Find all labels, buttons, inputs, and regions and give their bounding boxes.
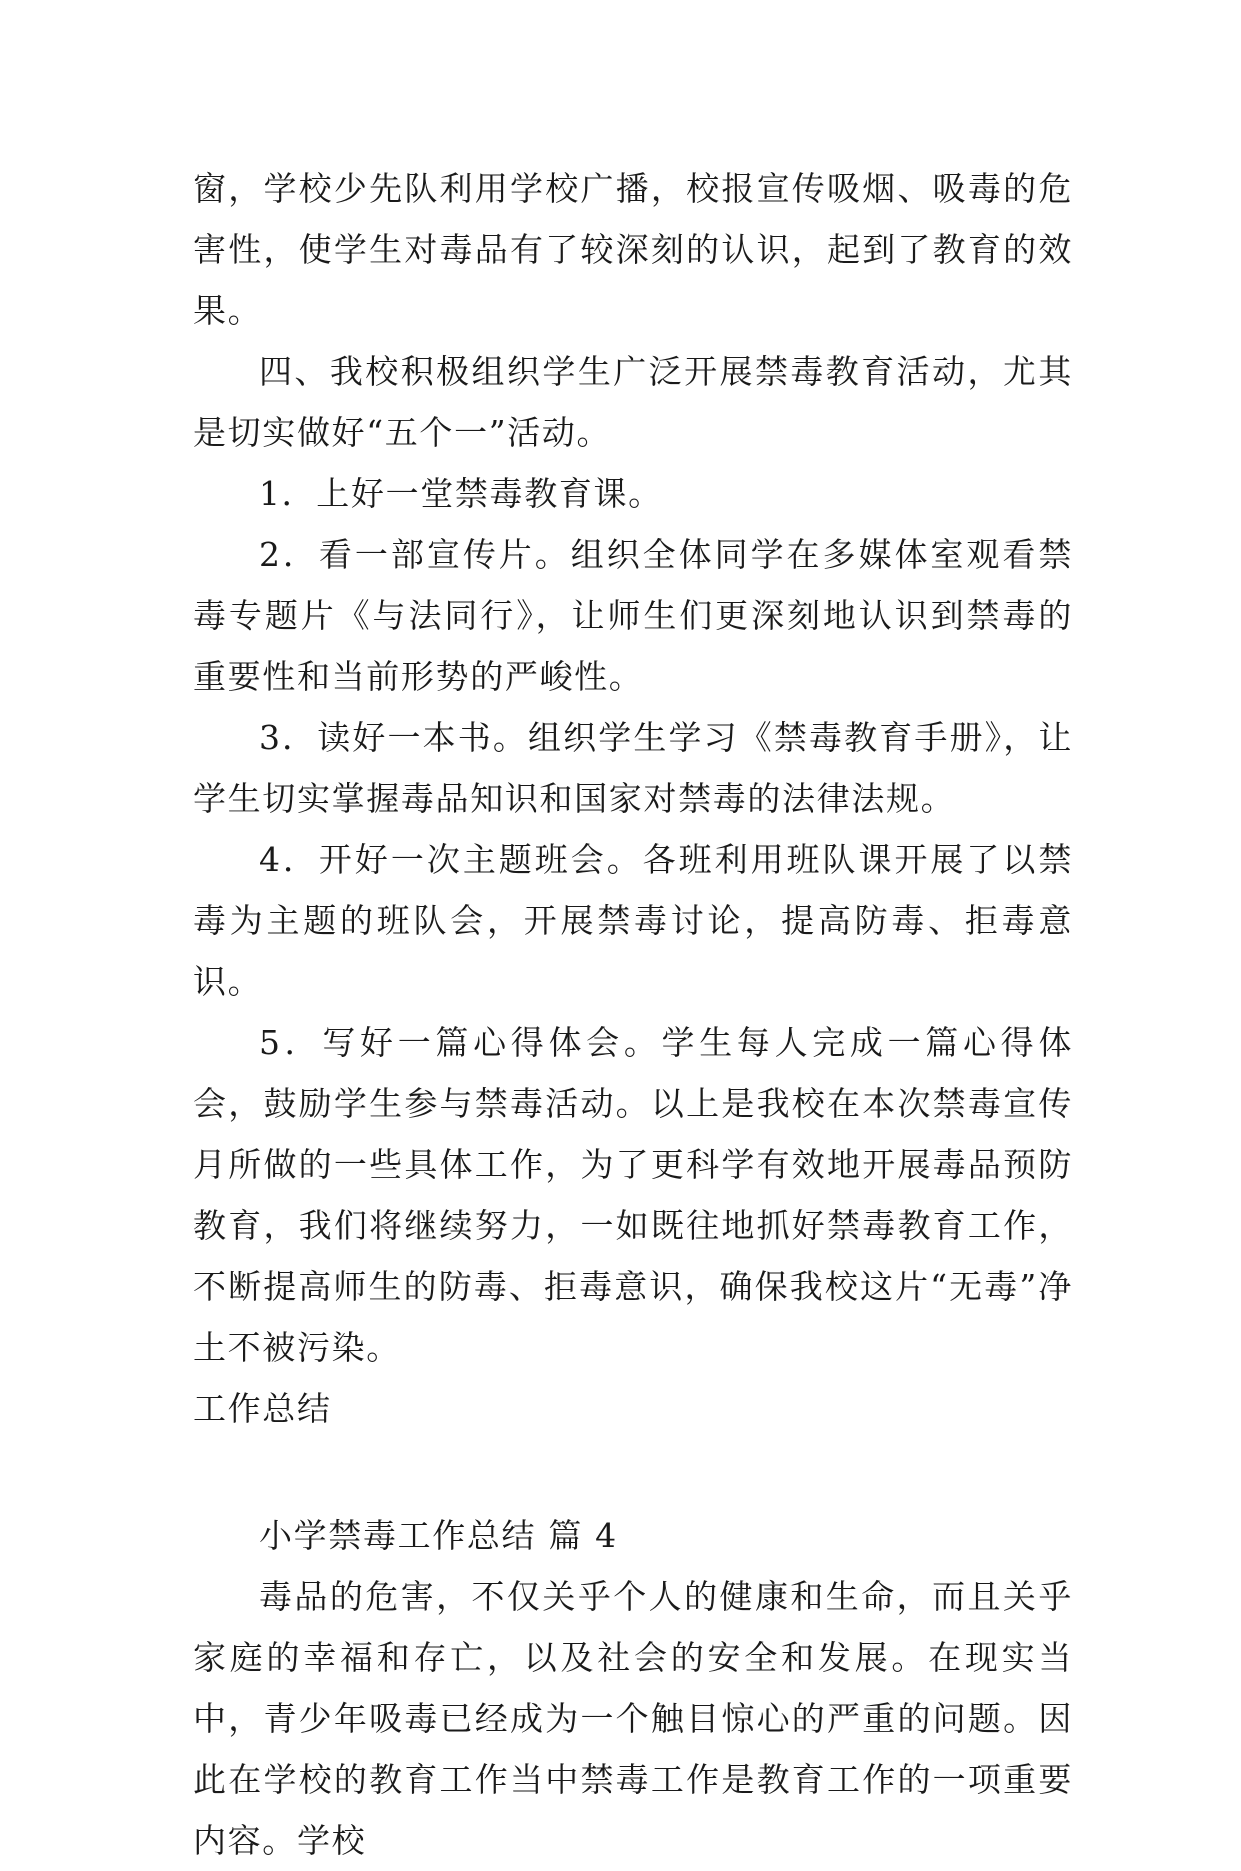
list-item-2: 2．看一部宣传片。组织全体同学在多媒体室观看禁毒专题片《与法同行》，让师生们更深刻地认识到禁毒的重要性和当前形势的严峻性。 — [193, 535, 1073, 696]
document-body — [193, 158, 1073, 1871]
list-item-3: 3．读好一本书。组织学生学习《禁毒教育手册》，让学生切实掌握毒品知识和国家对禁毒的法律法规。 — [193, 718, 1073, 818]
list-item-4: 4．开好一次主题班会。各班利用班队课开展了以禁毒为主题的班队会，开展禁毒讨论，提高防毒、拒毒意识。 — [193, 840, 1073, 1001]
section-gap — [193, 1439, 1073, 1505]
paragraph-section-four: 四、我校积极组织学生广泛开展禁毒教育活动，尤其是切实做好“五个一”活动。 — [193, 352, 1073, 452]
list-item-5: 5．写好一篇心得体会。学生每人完成一篇心得体会，鼓励学生参与禁毒活动。以上是我校在本次禁毒宣传月所做的一些具体工作，为了更科学有效地开展毒品预防教育，我们将继续努力，一如既往地抓好禁毒教育工作，不断提高师生的防毒、拒毒意识，确保我校这片“无毒”净土不被污染。 — [193, 1023, 1073, 1367]
paragraph-trailing-label: 工作总结 — [193, 1389, 332, 1428]
paragraph-section-body: 毒品的危害，不仅关乎个人的健康和生命，而且关乎家庭的幸福和存亡，以及社会的安全和发展。在现实当中，青少年吸毒已经成为一个触目惊心的严重的问题。因此在学校的教育工作当中禁毒工作是教育工作的一项重要内容。学校 — [193, 1577, 1073, 1860]
paragraph-continuation: 窗，学校少先队利用学校广播，校报宣传吸烟、吸毒的危害性，使学生对毒品有了较深刻的认识，起到了教育的效果。 — [193, 169, 1073, 330]
list-item-1: 1．上好一堂禁毒教育课。 — [259, 474, 663, 513]
section-heading: 小学禁毒工作总结 篇 4 — [259, 1516, 618, 1555]
